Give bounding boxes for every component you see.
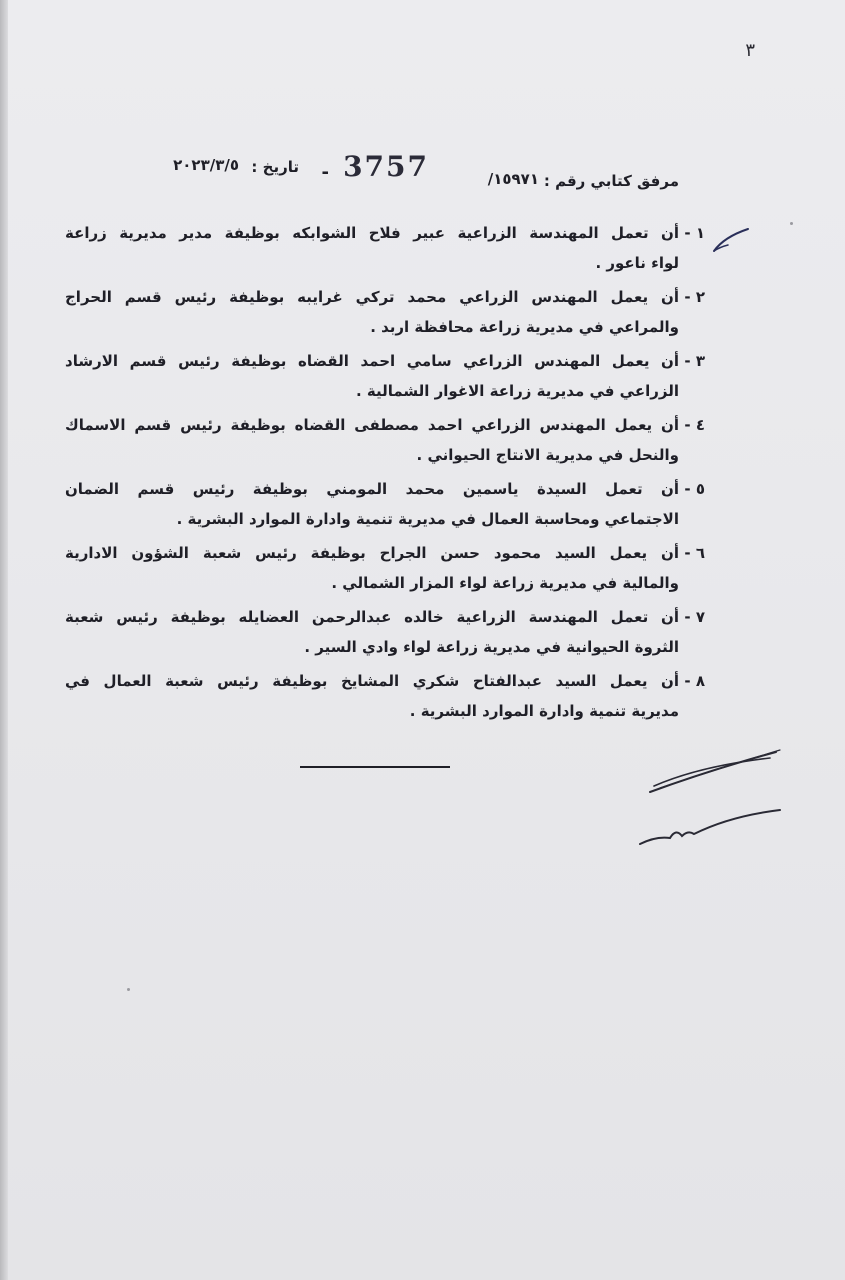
item-text: [65, 218, 679, 278]
paper-speck: [127, 988, 130, 991]
assignment-item: [65, 602, 705, 662]
assignment-item: [65, 666, 705, 726]
page-corner-mark: ٣: [745, 40, 755, 61]
handwritten-signature: [630, 740, 790, 860]
item-number: ٦ -: [684, 544, 705, 562]
date-value: ٢٠٢٣/٣/٥: [173, 156, 239, 174]
item-text: [65, 602, 679, 662]
item-number: ٢ -: [684, 288, 705, 306]
item-text: [65, 474, 679, 534]
item-text: [65, 346, 679, 406]
item-text-line: أن تعمل المهندسة الزراعية عبير فلاح الشوابكه بوظيفة مدير مديرية زراعة: [65, 224, 679, 242]
attachment-header: [119, 150, 679, 190]
item-text-line: أن يعمل المهندس الزراعي سامي احمد القضاه بوظيفة رئيس قسم الارشاد: [65, 352, 679, 370]
item-text: [65, 666, 679, 726]
item-text-line: أن تعمل السيدة ياسمين محمد المومني بوظيفة رئيس قسم الضمان: [65, 480, 679, 498]
closing-rule: [300, 766, 450, 768]
item-text-line: والمالية في مديرية زراعة لواء المزار الشمالي .: [331, 574, 679, 592]
assignment-item: [65, 218, 705, 278]
item-text-line: أن تعمل المهندسة الزراعية خالده عبدالرحمن العضايله بوظيفة رئيس شعبة: [65, 608, 679, 626]
item-text: [65, 282, 679, 342]
item-text: [65, 410, 679, 470]
item-text-line: مديرية تنمية وادارة الموارد البشرية .: [409, 702, 679, 720]
item-number: ٣ -: [684, 352, 705, 370]
date-label: تاريخ :: [251, 158, 299, 176]
header-dash: -: [321, 162, 329, 183]
item-text-line: الثروة الحيوانية في مديرية زراعة لواء وادي السير .: [304, 638, 679, 656]
paper-speck: [790, 222, 793, 225]
assignment-item: [65, 346, 705, 406]
assignment-item: [65, 538, 705, 598]
assignment-item: [65, 410, 705, 470]
item-text-line: الزراعي في مديرية زراعة الاغوار الشمالية .: [355, 382, 679, 400]
item-number: ٨ -: [684, 672, 705, 690]
item-text-line: لواء ناعور .: [595, 254, 679, 272]
stamped-number: 3757: [343, 150, 429, 183]
item-text-line: والنحل في مديرية الانتاج الحيواني .: [416, 446, 679, 464]
item-number: ٧ -: [684, 608, 705, 626]
item-number: ١ -: [684, 224, 705, 242]
letter-reference-number: ١٥٩٧١/: [487, 170, 539, 188]
page-edge-shadow: [0, 0, 8, 1280]
check-mark-icon: [710, 225, 750, 255]
item-text-line: أن يعمل المهندس الزراعي محمد تركي غرايبه بوظيفة رئيس قسم الحراج: [65, 288, 679, 306]
item-number: ٥ -: [684, 480, 705, 498]
item-text-line: الاجتماعي ومحاسبة العمال في مديرية تنمية وادارة الموارد البشرية .: [176, 510, 679, 528]
item-text-line: أن يعمل المهندس الزراعي احمد مصطفى القضاه بوظيفة رئيس قسم الاسماك: [65, 416, 679, 434]
attachment-label: مرفق كتابي رقم :: [543, 172, 679, 190]
item-text: [65, 538, 679, 598]
item-text-line: والمراعي في مديرية زراعة محافظة اربد .: [370, 318, 679, 336]
item-text-line: أن يعمل السيد عبدالفتاح شكري المشايخ بوظيفة رئيس شعبة العمال في: [65, 672, 679, 690]
item-number: ٤ -: [684, 416, 705, 434]
assignment-list: [65, 218, 705, 730]
assignment-item: [65, 474, 705, 534]
assignment-item: [65, 282, 705, 342]
item-text-line: أن يعمل السيد محمود حسن الجراح بوظيفة رئيس شعبة الشؤون الادارية: [65, 544, 679, 562]
